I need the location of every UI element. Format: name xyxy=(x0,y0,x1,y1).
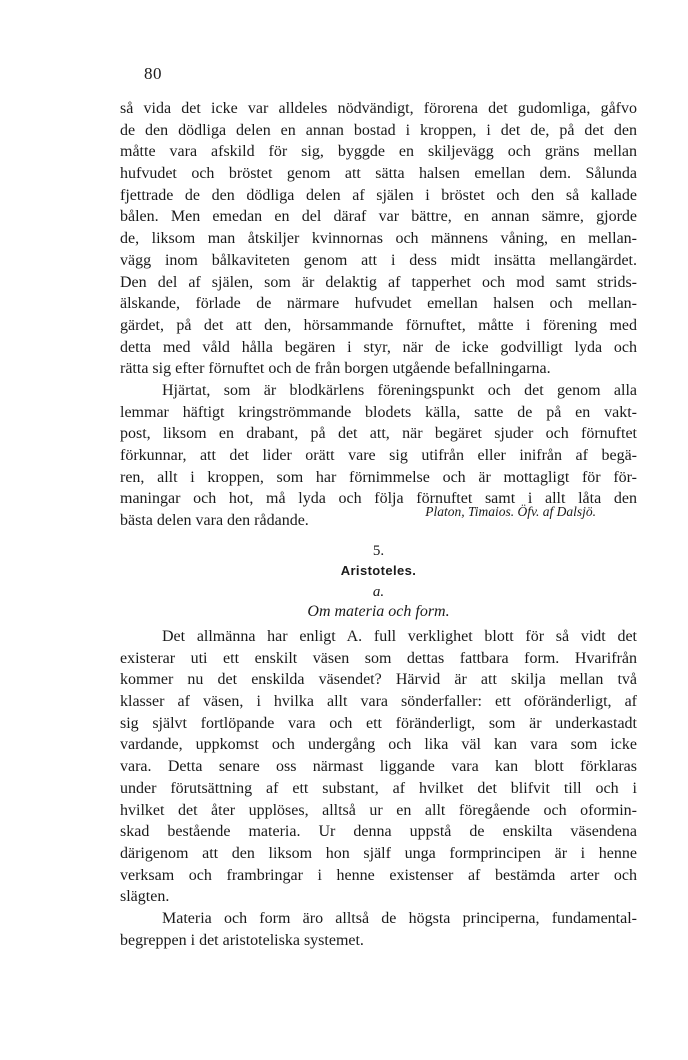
text-line: ren, allt i kroppen, som har förnimmelse och är mottagligt för för- xyxy=(120,468,637,486)
text-line: hvilket det åter upplöses, alltså ur en allt föregående och oformin- xyxy=(120,801,637,819)
subsection-letter: a. xyxy=(372,584,385,600)
text-line: förkunnar, att det lider orätt vare sig utifrån eller inifrån af begä- xyxy=(120,447,637,464)
text-line: älskande, förlade de närmare hufvudet emellan halsen och mellan- xyxy=(120,295,637,313)
text-line: sig självt fortlöpande vara och ett föränderligt, som är underkastadt xyxy=(120,714,637,732)
text-line: gärdet, på det att den, hörsammande förnuftet, måtte i förening med xyxy=(120,316,637,334)
text-line: de den dödliga delen en annan bostad i kroppen, i det de, på det den xyxy=(120,121,637,139)
text-line: post, liksom en drabant, på det att, när begäret sjuder och förnuftet xyxy=(120,425,637,443)
text-line: Den del af själen, som är delaktig af tapperhet och mod samt strids- xyxy=(120,273,637,291)
text-line: måtte vara afskild för sig, byggde en skiljevägg och gräns mellan xyxy=(120,143,637,161)
subsection-title: Om materia och form. xyxy=(307,603,450,620)
text-line: rätta sig efter förnuftet och de från borgen utgående befallningarna. xyxy=(120,360,551,378)
text-line: vara. Detta senare oss närmast liggande vara kan blott förklaras xyxy=(120,758,637,776)
text-line: så vida det icke var alldeles nödvändigt, förorena det gudomliga, gåfvo xyxy=(120,100,637,117)
page-number: 80 xyxy=(144,64,162,83)
text-line: vardande, uppkomst och undergång och lika väl kan vara som icke xyxy=(120,736,637,754)
text-line: maningar och hot, må lyda och följa förnuftet samt i allt låta den xyxy=(120,490,637,508)
section-title: Aristoteles. xyxy=(340,563,417,578)
text-line: Hjärtat, som är blodkärlens föreningspunkt och det genom alla xyxy=(162,381,637,399)
text-line: vägg inom bålkaviteten genom att i dess midt insätta mellangärdet. xyxy=(120,251,637,269)
text-line: lemmar häftigt kringströmmande blodets källa, satte de på en vakt- xyxy=(120,403,637,421)
text-line: hufvudet och bröstet genom att sätta halsen emellan dem. Sålunda xyxy=(120,165,637,183)
text-line: Det allmänna har enligt A. full verklighet blott för så vidt det xyxy=(162,628,637,645)
source-attribution: Platon, Timaios. Öfv. af Dalsjö. xyxy=(425,504,596,519)
text-line: existerar uti ett enskilt väsen som dettas fattbara form. Hvarifrån xyxy=(120,649,637,667)
section-number: 5. xyxy=(372,543,385,559)
text-line: detta med våld hålla begären i styr, när de icke godvilligt lyda och xyxy=(120,338,637,356)
text-line: verksam och frambringar i henne existenser af bestämda arter och xyxy=(120,866,637,884)
text-line: under förutsättning af ett substant, af hvilket det blifvit till och i xyxy=(120,779,637,797)
text-line: därigenom att den liksom hon själf unga formprincipen är i henne xyxy=(120,844,637,862)
text-line: skad bestående materia. Ur denna uppstå de enskilta väsendena xyxy=(120,823,637,841)
text-line: de, liksom man åtskiljer kvinnornas och männens våning, en mellan- xyxy=(120,230,637,248)
platon-passage xyxy=(120,98,637,532)
text-line: begreppen i det aristoteliska systemet. xyxy=(120,931,364,949)
text-line: bästa delen vara den rådande. xyxy=(120,512,309,530)
aristoteles-passage xyxy=(120,626,637,951)
text-line: kommer nu det enskilda väsendet? Härvid är att skilja mellan två xyxy=(120,671,637,689)
text-line: fjettrade de den dödliga delen af själen i bröstet och den så kallade xyxy=(120,186,637,204)
text-line: slägten. xyxy=(120,888,170,906)
text-line: bålen. Men emedan en del däraf var bättre, en annan sämre, gjorde xyxy=(120,208,637,226)
text-line: Materia och form äro alltså de högsta principerna, fundamental- xyxy=(162,909,637,927)
text-line: klasser af väsen, i hvilka allt vara sönderfaller: ett oföränderligt, af xyxy=(120,693,637,711)
